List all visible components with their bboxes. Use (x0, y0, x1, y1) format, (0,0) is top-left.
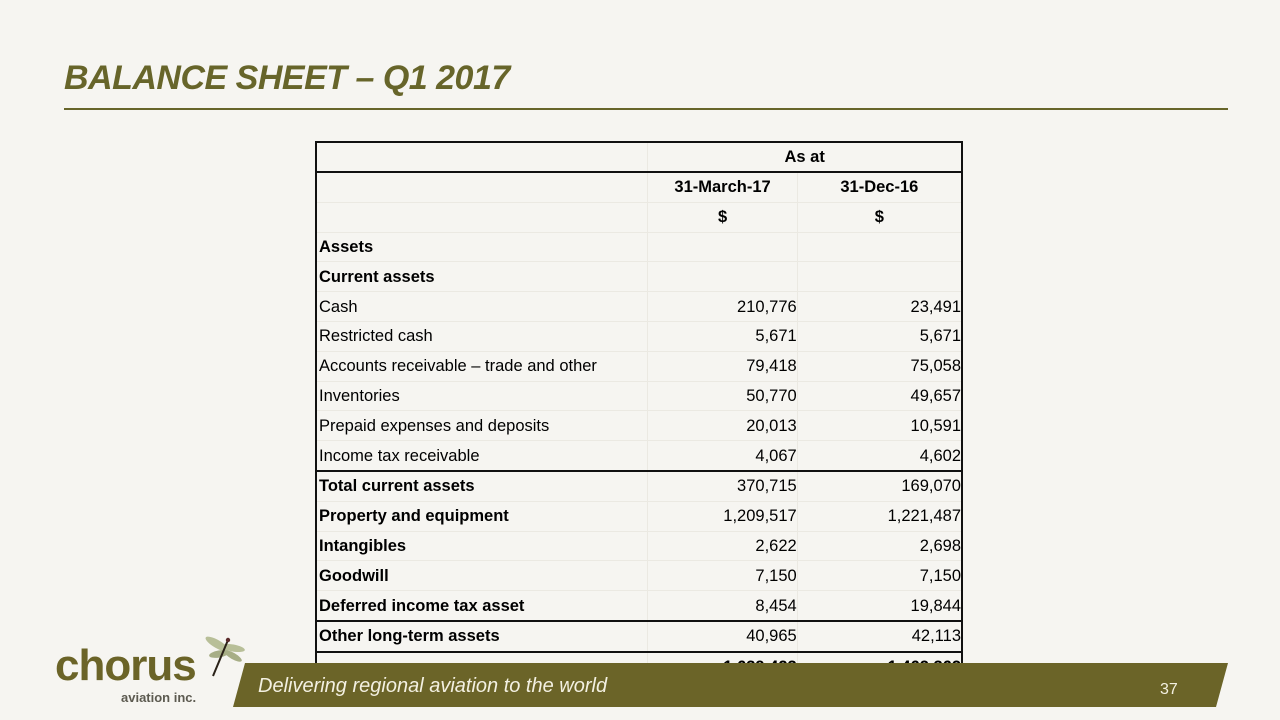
value-dec-16: 23,491 (797, 292, 962, 322)
table-row (316, 471, 962, 501)
value-dec-16: 1,221,487 (797, 501, 962, 531)
value-dec-16: 4,602 (797, 441, 962, 471)
column-header-dec-16: 31-Dec-16 (797, 172, 962, 202)
table-row (316, 321, 962, 351)
row-label: Total current assets (316, 471, 648, 501)
value-dec-16: 5,671 (797, 321, 962, 351)
value-march-17: 50,770 (648, 381, 797, 411)
value-dec-16 (797, 232, 962, 262)
value-march-17: 40,965 (648, 621, 797, 652)
table-row (316, 501, 962, 531)
currency-march-17: $ (648, 202, 797, 232)
row-label: Cash (316, 292, 648, 322)
column-header-march-17: 31-March-17 (648, 172, 797, 202)
value-dec-16: 10,591 (797, 411, 962, 441)
table-date-header-row (316, 172, 962, 202)
header-blank-cell (316, 172, 648, 202)
table-row (316, 591, 962, 621)
value-dec-16: 49,657 (797, 381, 962, 411)
value-dec-16: 7,150 (797, 561, 962, 591)
value-dec-16: 2,698 (797, 531, 962, 561)
row-label: Deferred income tax asset (316, 591, 648, 621)
table-row (316, 262, 962, 292)
row-label: Inventories (316, 381, 648, 411)
value-march-17: 210,776 (648, 292, 797, 322)
page-number: 37 (1160, 681, 1178, 698)
table-group-header-row (316, 142, 962, 172)
title-divider (64, 108, 1228, 110)
value-march-17 (648, 232, 797, 262)
footer-tagline: Delivering regional aviation to the world (258, 675, 608, 697)
table-row (316, 531, 962, 561)
table-row (316, 621, 962, 652)
header-blank-cell (316, 202, 648, 232)
row-label: Restricted cash (316, 321, 648, 351)
value-march-17: 5,671 (648, 321, 797, 351)
row-label: Accounts receivable – trade and other (316, 351, 648, 381)
slide-title: BALANCE SHEET – Q1 2017 (64, 59, 510, 97)
header-blank-cell (316, 142, 648, 172)
table-row (316, 232, 962, 262)
chorus-logo (55, 630, 245, 710)
table-row (316, 561, 962, 591)
value-march-17: 79,418 (648, 351, 797, 381)
row-label: Current assets (316, 262, 648, 292)
row-label: Goodwill (316, 561, 648, 591)
table-row (316, 411, 962, 441)
currency-dec-16: $ (797, 202, 962, 232)
table-currency-row (316, 202, 962, 232)
row-label: Prepaid expenses and deposits (316, 411, 648, 441)
row-label: Assets (316, 232, 648, 262)
value-dec-16 (797, 262, 962, 292)
value-dec-16: 19,844 (797, 591, 962, 621)
row-label: Other long-term assets (316, 621, 648, 652)
logo-wordmark: chorus (55, 641, 196, 690)
dragonfly-icon (195, 630, 245, 680)
logo-subtitle: aviation inc. (121, 690, 197, 705)
value-march-17: 1,209,517 (648, 501, 797, 531)
table-row (316, 441, 962, 471)
value-dec-16: 75,058 (797, 351, 962, 381)
value-march-17: 7,150 (648, 561, 797, 591)
value-march-17: 2,622 (648, 531, 797, 561)
value-dec-16: 169,070 (797, 471, 962, 501)
table-row (316, 351, 962, 381)
value-march-17: 370,715 (648, 471, 797, 501)
value-march-17: 4,067 (648, 441, 797, 471)
value-march-17 (648, 262, 797, 292)
value-march-17: 8,454 (648, 591, 797, 621)
balance-sheet-table (315, 141, 963, 684)
value-dec-16: 42,113 (797, 621, 962, 652)
row-label: Property and equipment (316, 501, 648, 531)
as-at-header: As at (648, 142, 962, 172)
table-row (316, 292, 962, 322)
row-label: Intangibles (316, 531, 648, 561)
row-label: Income tax receivable (316, 441, 648, 471)
table-row (316, 381, 962, 411)
value-march-17: 20,013 (648, 411, 797, 441)
